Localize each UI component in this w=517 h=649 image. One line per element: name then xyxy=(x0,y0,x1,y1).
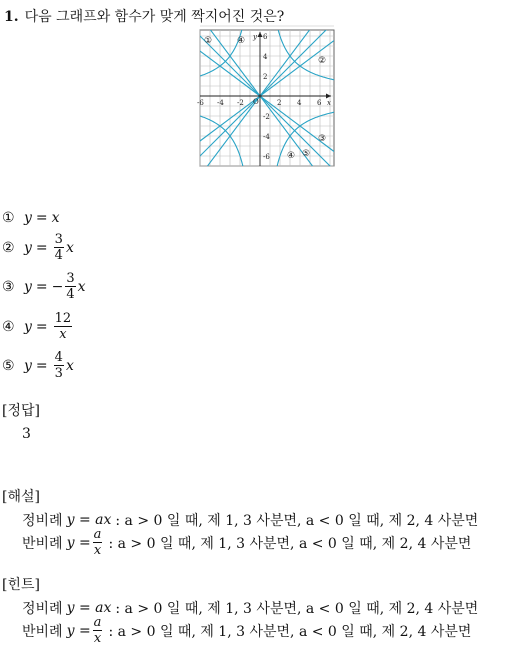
hint-inverse-lhs: y = xyxy=(66,622,91,639)
y-tick-label: -6 xyxy=(263,153,270,161)
hint-line-2 xyxy=(22,616,471,645)
option-mark: ② xyxy=(2,239,15,256)
option-eq: = xyxy=(35,357,48,374)
y-tick-label: 4 xyxy=(263,53,268,61)
x-tick-label: 4 xyxy=(297,99,302,107)
answer-label: [정답] xyxy=(2,403,40,419)
option-fraction: $\frac{12}{x}$ xyxy=(54,311,72,342)
option-mark: ⑤ xyxy=(2,357,15,374)
option-fraction: $\frac{3}{4}$ xyxy=(66,271,75,302)
x-tick-label: 6 xyxy=(317,99,322,107)
explanation-direct-label: 정비례 xyxy=(22,513,63,529)
graph-marker: ⑤ xyxy=(302,149,311,159)
option-2[interactable] xyxy=(2,233,74,262)
hint-direct-formula: y = ax xyxy=(66,600,112,616)
option-eq: = xyxy=(35,210,48,226)
option-lhs: y xyxy=(24,357,32,374)
option-mark: ④ xyxy=(2,318,15,335)
hint-direct-label: 정비례 xyxy=(22,601,63,617)
y-tick-label: -2 xyxy=(263,113,270,121)
option-eq: = xyxy=(35,239,48,256)
option-1[interactable] xyxy=(2,210,60,226)
question-text: 다음 그래프와 함수가 맞게 짝지어진 것은? xyxy=(24,9,285,25)
explanation-direct-text: : a > 0 일 때, 제 1, 3 사분면, a < 0 일 때, 제 2, 4 사분면 xyxy=(115,513,479,529)
option-mark: ① xyxy=(2,210,15,226)
option-rhs: x xyxy=(65,357,74,374)
question-number: 1. xyxy=(4,9,19,25)
option-sign: − xyxy=(51,278,64,295)
graph-marker: ② xyxy=(318,56,327,66)
x-axis-label: x xyxy=(327,99,331,107)
x-tick-label: -2 xyxy=(237,99,244,107)
option-lhs: y xyxy=(24,210,32,226)
option-4[interactable] xyxy=(2,312,74,341)
explanation-line-1 xyxy=(22,510,478,530)
option-rhs: x xyxy=(77,278,86,295)
graph-figure xyxy=(197,30,334,166)
x-tick-label: 2 xyxy=(277,99,282,107)
y-axis-label: y xyxy=(253,33,257,41)
explanation-line-2 xyxy=(22,528,471,557)
hint-label: [힌트] xyxy=(2,577,40,593)
graph-marker: ④ xyxy=(287,151,296,161)
option-mark: ③ xyxy=(2,278,15,295)
explanation-direct-formula: y = ax xyxy=(66,512,112,528)
option-rhs: x xyxy=(51,210,60,226)
explanation-inverse-fraction: $\frac{a}{x}$ xyxy=(93,527,102,558)
explanation-inverse-label: 반비례 xyxy=(22,535,63,552)
option-3[interactable] xyxy=(2,272,86,301)
question-title xyxy=(4,6,284,26)
option-fraction: $\frac{3}{4}$ xyxy=(54,232,63,263)
y-tick-label: 6 xyxy=(263,33,268,41)
graph-marker: ③ xyxy=(318,134,327,144)
option-5[interactable] xyxy=(2,351,74,380)
explanation-inverse-lhs: y = xyxy=(66,534,91,551)
y-tick-label: -4 xyxy=(263,133,270,141)
graph-marker: ④ xyxy=(237,36,246,46)
option-lhs: y xyxy=(24,278,32,295)
graph-marker: ① xyxy=(204,36,213,46)
option-lhs: y xyxy=(24,318,32,335)
explanation-label: [해설] xyxy=(2,489,40,505)
option-eq: = xyxy=(35,278,48,295)
x-tick-label: -4 xyxy=(217,99,224,107)
answer-value: 3 xyxy=(22,426,31,442)
option-rhs: x xyxy=(65,239,74,256)
option-lhs: y xyxy=(24,239,32,256)
coordinate-graph xyxy=(197,30,334,166)
hint-inverse-label: 반비례 xyxy=(22,623,63,640)
option-eq: = xyxy=(35,318,48,335)
y-tick-label: 2 xyxy=(263,73,268,81)
hint-direct-text: : a > 0 일 때, 제 1, 3 사분면, a < 0 일 때, 제 2, 4 사분면 xyxy=(115,601,479,617)
x-tick-label: -6 xyxy=(197,99,204,107)
hint-inverse-text: : a > 0 일 때, 제 1, 3 사분면, a < 0 일 때, 제 2, 4 사분면 xyxy=(108,623,472,640)
explanation-inverse-text: : a > 0 일 때, 제 1, 3 사분면, a < 0 일 때, 제 2, 4 사분면 xyxy=(108,535,472,552)
hint-line-1 xyxy=(22,598,478,618)
hint-inverse-fraction: $\frac{a}{x}$ xyxy=(93,615,102,646)
origin-label: O xyxy=(253,98,259,106)
option-fraction: $\frac{4}{3}$ xyxy=(54,350,63,381)
